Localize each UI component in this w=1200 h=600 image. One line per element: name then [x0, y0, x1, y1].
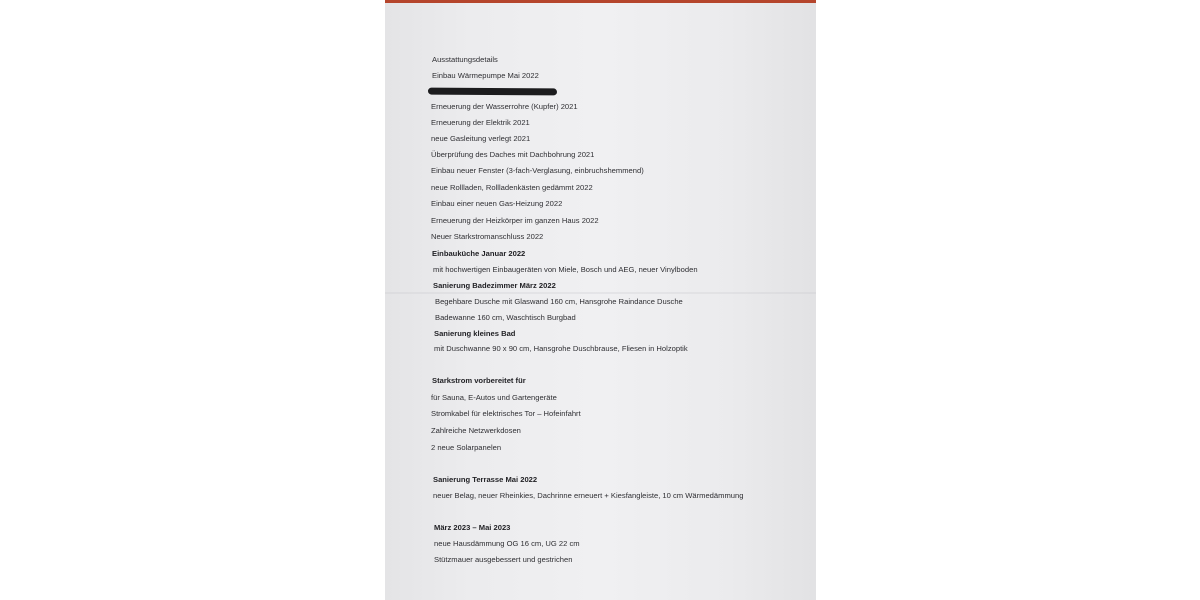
doc-line: mit Duschwanne 90 x 90 cm, Hansgrohe Duschbrause, Fliesen in Holzoptik — [434, 344, 688, 353]
doc-line: 2 neue Solarpanelen — [431, 443, 502, 452]
doc-heading: Sanierung kleines Bad — [434, 329, 516, 338]
doc-line: mit hochwertigen Einbaugeräten von Miele, Bosch und AEG, neuer Vinylboden — [433, 265, 698, 274]
doc-line: für Sauna, E-Autos und Gartengeräte — [431, 393, 557, 402]
doc-line: Ausstattungsdetails — [432, 55, 498, 64]
photo-top-edge — [385, 0, 816, 3]
doc-line: Stromkabel für elektrisches Tor – Hofeinfahrt — [431, 409, 581, 418]
doc-line: Neuer Starkstromanschluss 2022 — [431, 232, 544, 241]
document-photo — [385, 0, 816, 600]
doc-line: Erneuerung der Elektrik 2021 — [431, 118, 530, 127]
doc-line: Einbau Wärmepumpe Mai 2022 — [432, 71, 539, 80]
doc-heading: Sanierung Terrasse Mai 2022 — [433, 475, 538, 484]
doc-line: neue Gasleitung verlegt 2021 — [431, 134, 531, 143]
doc-line: Begehbare Dusche mit Glaswand 160 cm, Hansgrohe Raindance Dusche — [435, 297, 683, 306]
paper-fold — [385, 292, 816, 294]
doc-line: Überprüfung des Daches mit Dachbohrung 2021 — [431, 150, 595, 159]
doc-line: Einbau neuer Fenster (3-fach-Verglasung, einbruchshemmend) — [431, 166, 644, 175]
redaction-mark — [428, 88, 557, 96]
doc-line: neue Rollladen, Rollladenkästen gedämmt 2022 — [431, 183, 593, 192]
doc-line: Stützmauer ausgebessert und gestrichen — [434, 555, 573, 564]
doc-line: Zahlreiche Netzwerkdosen — [431, 426, 521, 435]
doc-line: neuer Belag, neuer Rheinkies, Dachrinne erneuert + Kiesfangleiste, 10 cm Wärmedämmung — [433, 491, 744, 500]
doc-line: Badewanne 160 cm, Waschtisch Burgbad — [435, 313, 576, 322]
doc-heading: Sanierung Badezimmer März 2022 — [433, 281, 556, 290]
doc-heading: Starkstrom vorbereitet für — [432, 376, 526, 385]
doc-line: neue Hausdämmung OG 16 cm, UG 22 cm — [434, 539, 580, 548]
doc-line: Erneuerung der Heizkörper im ganzen Haus 2022 — [431, 216, 599, 225]
doc-heading: Einbauküche Januar 2022 — [432, 249, 526, 258]
doc-line: Erneuerung der Wasserrohre (Kupfer) 2021 — [431, 102, 578, 111]
doc-line: Einbau einer neuen Gas-Heizung 2022 — [431, 199, 563, 208]
doc-heading: März 2023 – Mai 2023 — [434, 523, 511, 532]
